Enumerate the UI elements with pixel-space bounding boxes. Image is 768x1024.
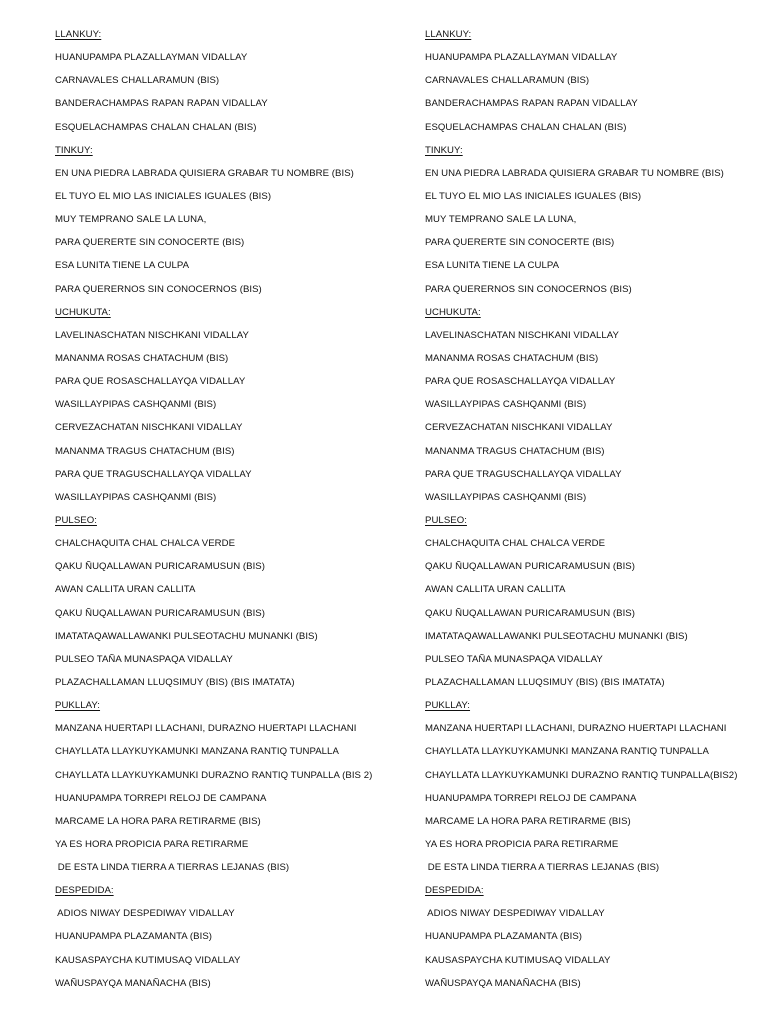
lyric-line: QAKU ÑUQALLAWAN PURICARAMUSUN (BIS)	[425, 607, 635, 619]
lyric-line: QAKU ÑUQALLAWAN PURICARAMUSUN (BIS)	[55, 607, 265, 619]
lyric-line: ADIOS NIWAY DESPEDIWAY VIDALLAY	[425, 908, 605, 920]
lyric-line: PARA QUE ROSASCHALLAYQA VIDALLAY	[425, 376, 616, 388]
section-heading: PUKLLAY:	[55, 700, 101, 712]
lyric-line: LAVELINASCHATAN NISCHKANI VIDALLAY	[55, 329, 249, 341]
lyric-line: KAUSASPAYCHA KUTIMUSAQ VIDALLAY	[55, 954, 241, 966]
lyric-line: WASILLAYPIPAS CASHQANMI (BIS)	[425, 491, 587, 503]
lyric-line: WASILLAYPIPAS CASHQANMI (BIS)	[425, 399, 587, 411]
lyric-line: MANANMA TRAGUS CHATACHUM (BIS)	[55, 445, 235, 457]
lyric-line: QAKU ÑUQALLAWAN PURICARAMUSUN (BIS)	[425, 561, 635, 573]
lyric-line: BANDERACHAMPAS RAPAN RAPAN VIDALLAY	[55, 98, 268, 110]
section-heading: PULSEO:	[425, 514, 467, 526]
lyric-line: YA ES HORA PROPICIA PARA RETIRARME	[425, 838, 619, 850]
section-heading: LLANKUY:	[55, 29, 102, 40]
lyric-line: CHAYLLATA LLAYKUYKAMUNKI DURAZNO RANTIQ TUNPALLA (BIS 2)	[55, 769, 373, 781]
section-heading: UCHUKUTA:	[55, 306, 111, 318]
lyric-line: PLAZACHALLAMAN LLUQSIMUY (BIS) (BIS IMATATA)	[425, 676, 665, 688]
lyric-line: CARNAVALES CHALLARAMUN (BIS)	[425, 75, 590, 87]
lyric-line: EL TUYO EL MIO LAS INICIALES IGUALES (BIS)	[55, 190, 272, 202]
section-heading: DESPEDIDA:	[425, 885, 484, 897]
lyric-line: MARCAME LA HORA PARA RETIRARME (BIS)	[425, 815, 631, 827]
lyric-line: BANDERACHAMPAS RAPAN RAPAN VIDALLAY	[425, 98, 638, 110]
lyric-line: KAUSASPAYCHA KUTIMUSAQ VIDALLAY	[425, 954, 611, 966]
lyric-line: WAÑUSPAYQA MANAÑACHA (BIS)	[55, 977, 211, 989]
lyric-line: MUY TEMPRANO SALE LA LUNA,	[425, 214, 577, 226]
lyric-line: IMATATAQAWALLAWANKI PULSEOTACHU MUNANKI (BIS)	[425, 630, 688, 642]
lyric-line: MARCAME LA HORA PARA RETIRARME (BIS)	[55, 815, 261, 827]
lyric-line: EN UNA PIEDRA LABRADA QUISIERA GRABAR TU NOMBRE (BIS)	[55, 167, 354, 179]
lyric-line: ESQUELACHAMPAS CHALAN CHALAN (BIS)	[55, 121, 257, 133]
lyric-line: CARNAVALES CHALLARAMUN (BIS)	[55, 75, 220, 87]
lyric-line: WASILLAYPIPAS CASHQANMI (BIS)	[55, 491, 217, 503]
lyric-line: AWAN CALLITA URAN CALLITA	[55, 584, 196, 596]
lyric-line: PARA QUERERTE SIN CONOCERTE (BIS)	[425, 237, 615, 249]
lyric-line: EN UNA PIEDRA LABRADA QUISIERA GRABAR TU NOMBRE (BIS)	[425, 167, 724, 179]
lyric-line: CHALCHAQUITA CHAL CHALCA VERDE	[55, 538, 236, 550]
section-heading: TINKUY:	[55, 144, 93, 156]
lyric-line: PULSEO TAÑA MUNASPAQA VIDALLAY	[425, 653, 603, 665]
lyric-line: HUANUPAMPA PLAZAMANTA (BIS)	[55, 931, 213, 943]
lyric-line: YA ES HORA PROPICIA PARA RETIRARME	[55, 838, 249, 850]
lyric-line: MANANMA ROSAS CHATACHUM (BIS)	[55, 352, 229, 364]
lyric-line: MANZANA HUERTAPI LLACHANI, DURAZNO HUERTAPI LLACHANI	[425, 723, 727, 735]
lyric-line: PARA QUE ROSASCHALLAYQA VIDALLAY	[55, 376, 246, 388]
lyric-line: CHAYLLATA LLAYKUYKAMUNKI MANZANA RANTIQ TUNPALLA	[55, 746, 339, 758]
lyric-line: QAKU ÑUQALLAWAN PURICARAMUSUN (BIS)	[55, 561, 265, 573]
lyric-line: PARA QUERERNOS SIN CONOCERNOS (BIS)	[425, 283, 632, 295]
lyric-line: PARA QUE TRAGUSCHALLAYQA VIDALLAY	[425, 468, 622, 480]
lyric-line: PARA QUE TRAGUSCHALLAYQA VIDALLAY	[55, 468, 252, 480]
lyric-line: CERVEZACHATAN NISCHKANI VIDALLAY	[425, 422, 613, 434]
lyric-line: ESA LUNITA TIENE LA CULPA	[425, 260, 560, 272]
lyrics-column-right	[425, 23, 765, 995]
lyric-line: WAÑUSPAYQA MANAÑACHA (BIS)	[425, 977, 581, 989]
lyric-line: HUANUPAMPA TORREPI RELOJ DE CAMPANA	[55, 792, 267, 804]
lyrics-column-left	[55, 23, 395, 995]
lyric-line: HUANUPAMPA PLAZAMANTA (BIS)	[425, 931, 583, 943]
lyric-line: HUANUPAMPA PLAZALLAYMAN VIDALLAY	[55, 52, 248, 64]
lyric-line: PARA QUERERNOS SIN CONOCERNOS (BIS)	[55, 283, 262, 295]
lyric-line: CHAYLLATA LLAYKUYKAMUNKI DURAZNO RANTIQ TUNPALLA(BIS2)	[425, 769, 738, 781]
lyric-line: PULSEO TAÑA MUNASPAQA VIDALLAY	[55, 653, 233, 665]
lyric-line: MUY TEMPRANO SALE LA LUNA,	[55, 214, 207, 226]
lyric-line: CERVEZACHATAN NISCHKANI VIDALLAY	[55, 422, 243, 434]
section-heading: PUKLLAY:	[425, 700, 471, 712]
lyric-line: HUANUPAMPA PLAZALLAYMAN VIDALLAY	[425, 52, 618, 64]
lyric-line: DE ESTA LINDA TIERRA A TIERRAS LEJANAS (BIS)	[425, 862, 660, 874]
lyric-line: EL TUYO EL MIO LAS INICIALES IGUALES (BIS)	[425, 190, 642, 202]
lyric-line: CHALCHAQUITA CHAL CHALCA VERDE	[425, 538, 606, 550]
lyric-line: AWAN CALLITA URAN CALLITA	[425, 584, 566, 596]
section-heading: PULSEO:	[55, 514, 97, 526]
lyric-line: HUANUPAMPA TORREPI RELOJ DE CAMPANA	[425, 792, 637, 804]
lyric-line: DE ESTA LINDA TIERRA A TIERRAS LEJANAS (BIS)	[55, 862, 290, 874]
lyric-line: ESA LUNITA TIENE LA CULPA	[55, 260, 190, 272]
lyric-line: PLAZACHALLAMAN LLUQSIMUY (BIS) (BIS IMATATA)	[55, 676, 295, 688]
lyric-line: WASILLAYPIPAS CASHQANMI (BIS)	[55, 399, 217, 411]
lyric-line: CHAYLLATA LLAYKUYKAMUNKI MANZANA RANTIQ TUNPALLA	[425, 746, 709, 758]
lyric-line: LAVELINASCHATAN NISCHKANI VIDALLAY	[425, 329, 619, 341]
lyric-line: PARA QUERERTE SIN CONOCERTE (BIS)	[55, 237, 245, 249]
section-heading: TINKUY:	[425, 144, 463, 156]
section-heading: DESPEDIDA:	[55, 885, 114, 897]
lyric-line: MANANMA ROSAS CHATACHUM (BIS)	[425, 352, 599, 364]
lyric-line: MANZANA HUERTAPI LLACHANI, DURAZNO HUERTAPI LLACHANI	[55, 723, 357, 735]
lyric-line: MANANMA TRAGUS CHATACHUM (BIS)	[425, 445, 605, 457]
section-heading: UCHUKUTA:	[425, 306, 481, 318]
lyric-line: ADIOS NIWAY DESPEDIWAY VIDALLAY	[55, 908, 235, 920]
section-heading: LLANKUY:	[425, 29, 472, 40]
lyric-line: ESQUELACHAMPAS CHALAN CHALAN (BIS)	[425, 121, 627, 133]
lyric-line: IMATATAQAWALLAWANKI PULSEOTACHU MUNANKI (BIS)	[55, 630, 318, 642]
